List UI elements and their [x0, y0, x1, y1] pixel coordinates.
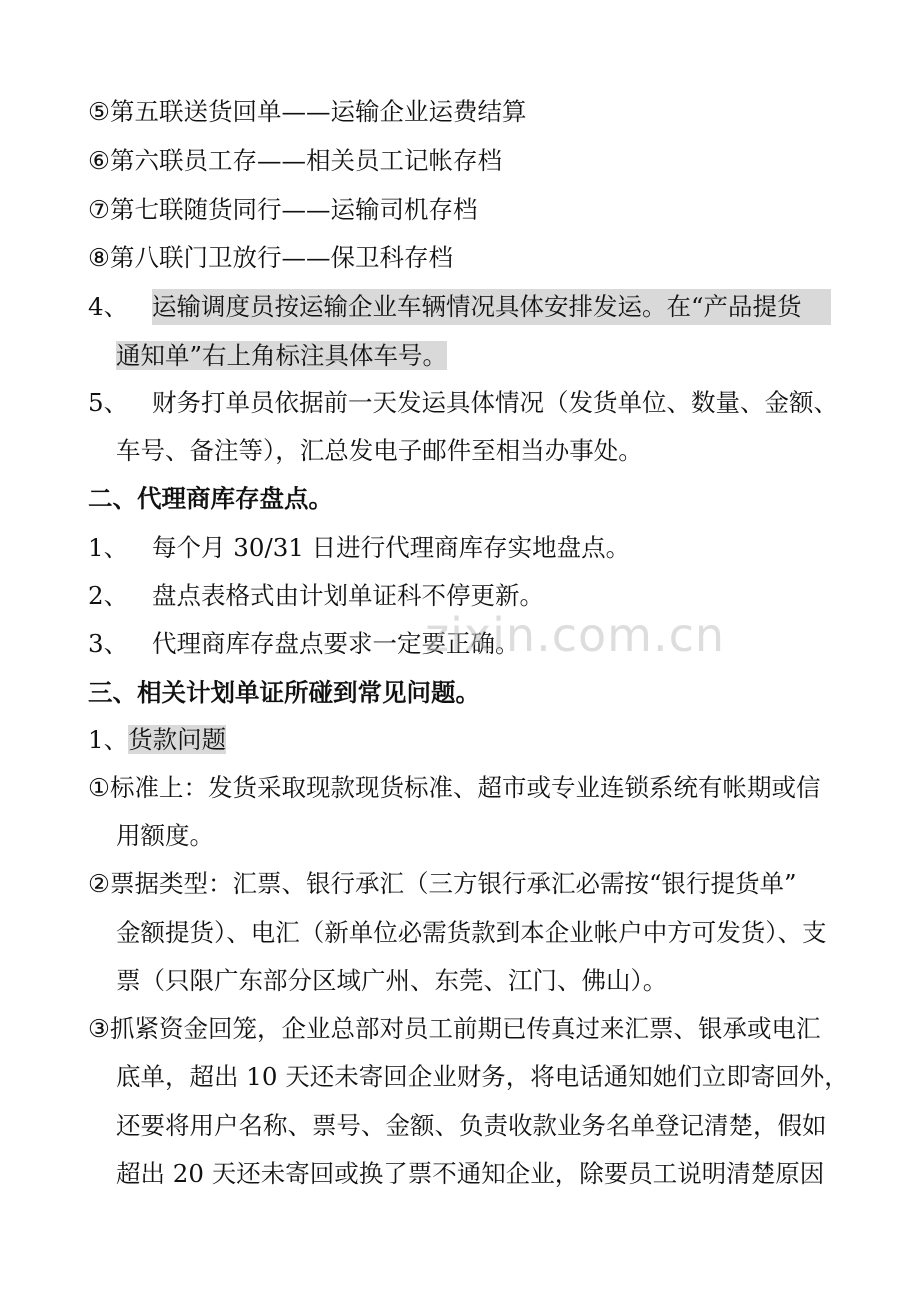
line-text: 第五联送货回单——运输企业运费结算 [109, 97, 527, 126]
doc-line-22 [116, 1108, 827, 1144]
item-number: 3、 [88, 629, 129, 658]
line-text: 票（只限广东部分区域广州、东莞、江门、佛山）。 [116, 966, 668, 995]
line-text: 底单，超出 10 天还未寄回企业财务，将电话通知她们立即寄回外， [116, 1062, 849, 1091]
item-number: 4、 [88, 292, 129, 321]
heading-text: 二、代理商库存盘点。 [88, 484, 333, 513]
item-marker: ① [88, 773, 110, 802]
doc-line-3 [88, 192, 477, 228]
line-text: 金额提货）、电汇（新单位必需货款到本企业帐户中方可发货）、支 [116, 918, 827, 947]
doc-line-2 [88, 143, 502, 179]
line-text: 盘点表格式由计划单证科不停更新。 [152, 581, 544, 610]
item-marker: ② [88, 869, 110, 898]
highlighted-text: 货款问题 [128, 725, 227, 754]
line-text: 标准上：发货采取现款现货标准、超市或专业连锁系统有帐期或信 [109, 773, 821, 802]
doc-line-17 [88, 866, 797, 902]
highlighted-text: 通知单”右上角标注具体车号。 [116, 341, 448, 370]
line-text: 用额度。 [116, 821, 214, 850]
doc-line-5 [88, 289, 831, 325]
highlighted-text: 运输调度员按运输企业车辆情况具体安排发运。在“产品提货 [152, 289, 831, 325]
item-number: 2、 [88, 581, 129, 610]
line-text: 第八联门卫放行——保卫科存档 [109, 243, 453, 272]
item-marker: ⑥ [88, 146, 110, 175]
section-heading-2 [88, 481, 333, 517]
doc-line-15 [88, 770, 820, 806]
doc-line-16 [116, 818, 214, 854]
item-number: 1、 [88, 725, 129, 754]
line-text: 第六联员工存——相关员工记帐存档 [109, 146, 502, 175]
watermark: zixin.com.cn [425, 608, 726, 662]
item-marker: ⑦ [88, 195, 110, 224]
item-marker: ③ [88, 1014, 110, 1043]
doc-line-8 [116, 433, 643, 469]
line-text: 财务打单员依据前一天发运具体情况（发货单位、数量、金额、 [152, 388, 838, 417]
line-text: 每个月 30/31 日进行代理商库存实地盘点。 [152, 533, 631, 562]
doc-line-21 [116, 1059, 849, 1095]
line-text: 代理商库存盘点要求一定要正确。 [152, 629, 520, 658]
item-marker: ⑤ [88, 97, 110, 126]
doc-line-23 [116, 1156, 824, 1192]
doc-line-19 [116, 963, 667, 999]
line-text: 第七联随货同行——运输司机存档 [109, 195, 478, 224]
line-text: 票据类型：汇票、银行承汇（三方银行承汇必需按“银行提货单” [109, 869, 797, 898]
line-text: 抓紧资金回笼，企业总部对员工前期已传真过来汇票、银承或电汇 [109, 1014, 821, 1043]
line-text: 超出 20 天还未寄回或换了票不通知企业，除要员工说明清楚原因 [116, 1159, 825, 1188]
doc-line-14 [88, 722, 226, 758]
item-marker: ⑧ [88, 243, 110, 272]
item-number: 5、 [88, 388, 129, 417]
section-heading-3 [88, 675, 480, 711]
doc-line-10 [88, 530, 630, 566]
doc-line-4 [88, 240, 453, 276]
doc-line-6 [116, 338, 447, 374]
doc-line-18 [116, 915, 827, 951]
doc-line-1 [88, 94, 526, 130]
doc-line-7 [88, 385, 838, 421]
item-number: 1、 [88, 533, 129, 562]
heading-text: 三、相关计划单证所碰到常见问题。 [88, 678, 480, 707]
doc-line-20 [88, 1011, 820, 1047]
line-text: 车号、备注等），汇总发电子邮件至相当办事处。 [116, 436, 643, 465]
line-text: 还要将用户名称、票号、金额、负责收款业务名单登记清楚，假如 [116, 1111, 827, 1140]
